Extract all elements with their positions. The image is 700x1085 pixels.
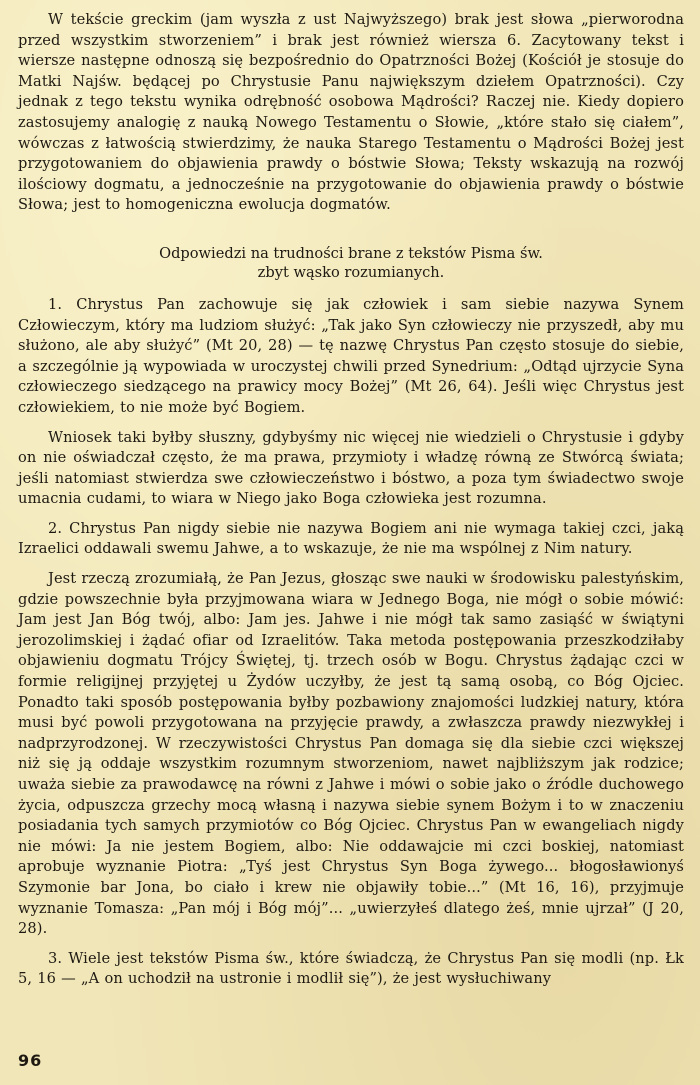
paragraph-objection-2: 2. Chrystus Pan nigdy siebie nie nazywa Bogiem ani nie wymaga takiej czci, jaką Izraelici oddawali swemu Jahwe, a to wskazuje, że nie ma wspólnej z Nim natury. — [18, 519, 684, 558]
paragraph-objection-3: 3. Wiele jest tekstów Pisma św., które świadczą, że Chrystus Pan się modli (np. Łk 5, 16 — „A on uchodził na ustronie i modlił się”), że jest wysłuchiwany — [18, 949, 684, 988]
section-heading-line-2: zbyt wąsko rozumianych. — [257, 263, 445, 281]
paragraph-answer-2: Jest rzeczą zrozumiałą, że Pan Jezus, głosząc swe nauki w środowisku palestyńskim, gdzie powszechnie była przyjmowana wiara w Jednego Boga, nie mógł o sobie mówić: Jam jest Jan Bóg twój, albo: Jam jes. Jahwe i nie mógł tak samo zasiąść w świątyni jerozolimskiej i żądać ofiar od Izraelitów. Taka metoda postępowania przeszkodziłaby objawieniu dogmatu Trójcy Świętej, tj. trzech osób w Bogu. Chrystus żądając czci w formie religijnej przyjętej u Żydów uczyłby, że jest tą samą osobą, co Bóg Ojciec. Ponadto taki sposób postępowania byłby pozbawiony znajomości ludzkiej natury, która musi być powoli przygotowana na przyjęcie prawdy, a zwłaszcza prawdy niezwykłej i nadprzyrodzonej. W rzeczywistości Chrystus Pan domaga się dla siebie czci większej niż się ją oddaje wszystkim rozumnym stworzeniom, nawet najbliższym jak rodzice; uważa siebie za prawodawcę na równi z Jahwe i mówi o sobie jako o źródle duchowego życia, odpuszcza grzechy mocą własną i nazywa siebie synem Bożym i to w znaczeniu posiadania tych samych przymiotów co Bóg Ojciec. Chrystus Pan w ewangeliach nigdy nie mówi: Ja nie jestem Bogiem, albo: Nie oddawajcie mi czci boskiej, natomiast aprobuje wyznanie Piotra: „Tyś jest Chrystus Syn Boga żywego... błogosławionyś Szymonie bar Jona, bo ciało i krew nie objawiły tobie...” (Mt 16, 16), przyjmuje wyznanie Tomasza: „Pan mój i Bóg mój”... „uwierzyłeś dlatego żeś, mnie ujrzał” (J 20, 28). — [18, 570, 684, 938]
section-heading — [18, 244, 684, 282]
paragraph-intro: W tekście greckim (jam wyszła z ust Najwyższego) brak jest słowa „pierworodna przed wszystkim stworzeniem” i brak jest również wiersza 6. Zacytowany tekst i wiersze następne odnoszą się bezpośrednio do Opatrzności Bożej (Kościół je stosuje do Matki Najśw. będącej po Chrystusie Panu największym dziełem Opatrzności). Czy jednak z tego tekstu wynika odrębność osobowa Mądrości? Raczej nie. Kiedy dopiero zastosujemy analogię z nauką Nowego Testamentu o Słowie, „które stało się ciałem”, wówczas z łatwością stwierdzimy, że nauka Starego Testamentu o Mądrości Bożej jest przygotowaniem do objawienia prawdy o bóstwie Słowa; Teksty wskazują na rozwój ilościowy dogmatu, a jednocześnie na przygotowanie do objawienia prawdy o bóstwie Słowa; jest to homogeniczna ewolucja dogmatów. — [18, 11, 684, 214]
paragraph-answer-1: Wniosek taki byłby słuszny, gdybyśmy nic więcej nie wiedzieli o Chrystusie i gdyby on nie oświadczał często, że ma prawa, przymioty i władzę równą ze Stwórcą świata; jeśli natomiast stwierdza swe człowieczeństwo i bóstwo, a poza tym świadectwo swoje umacnia cudami, to wiara w Niego jako Boga człowieka jest rozumna. — [18, 428, 684, 508]
paragraph-objection-1: 1. Chrystus Pan zachowuje się jak człowiek i sam siebie nazywa Synem Człowieczym, który ma ludziom służyć: „Tak jako Syn człowieczy nie przyszedł, aby mu służono, ale aby służyć” (Mt 20, 28) — tę nazwę Chrystus Pan często stosuje do siebie, a szczególnie ją wypowiada w uroczystej chwili przed Synedrium: „Odtąd ujrzycie Syna człowieczego siedzącego na prawicy mocy Bożej” (Mt 26, 64). Jeśli więc Chrystus jest człowiekiem, to nie może być Bogiem. — [18, 295, 684, 416]
page-text — [18, 10, 684, 1040]
section-heading-line-1: Odpowiedzi na trudności brane z tekstów Pisma św. — [159, 244, 543, 262]
page-number: 96 — [18, 1051, 43, 1070]
